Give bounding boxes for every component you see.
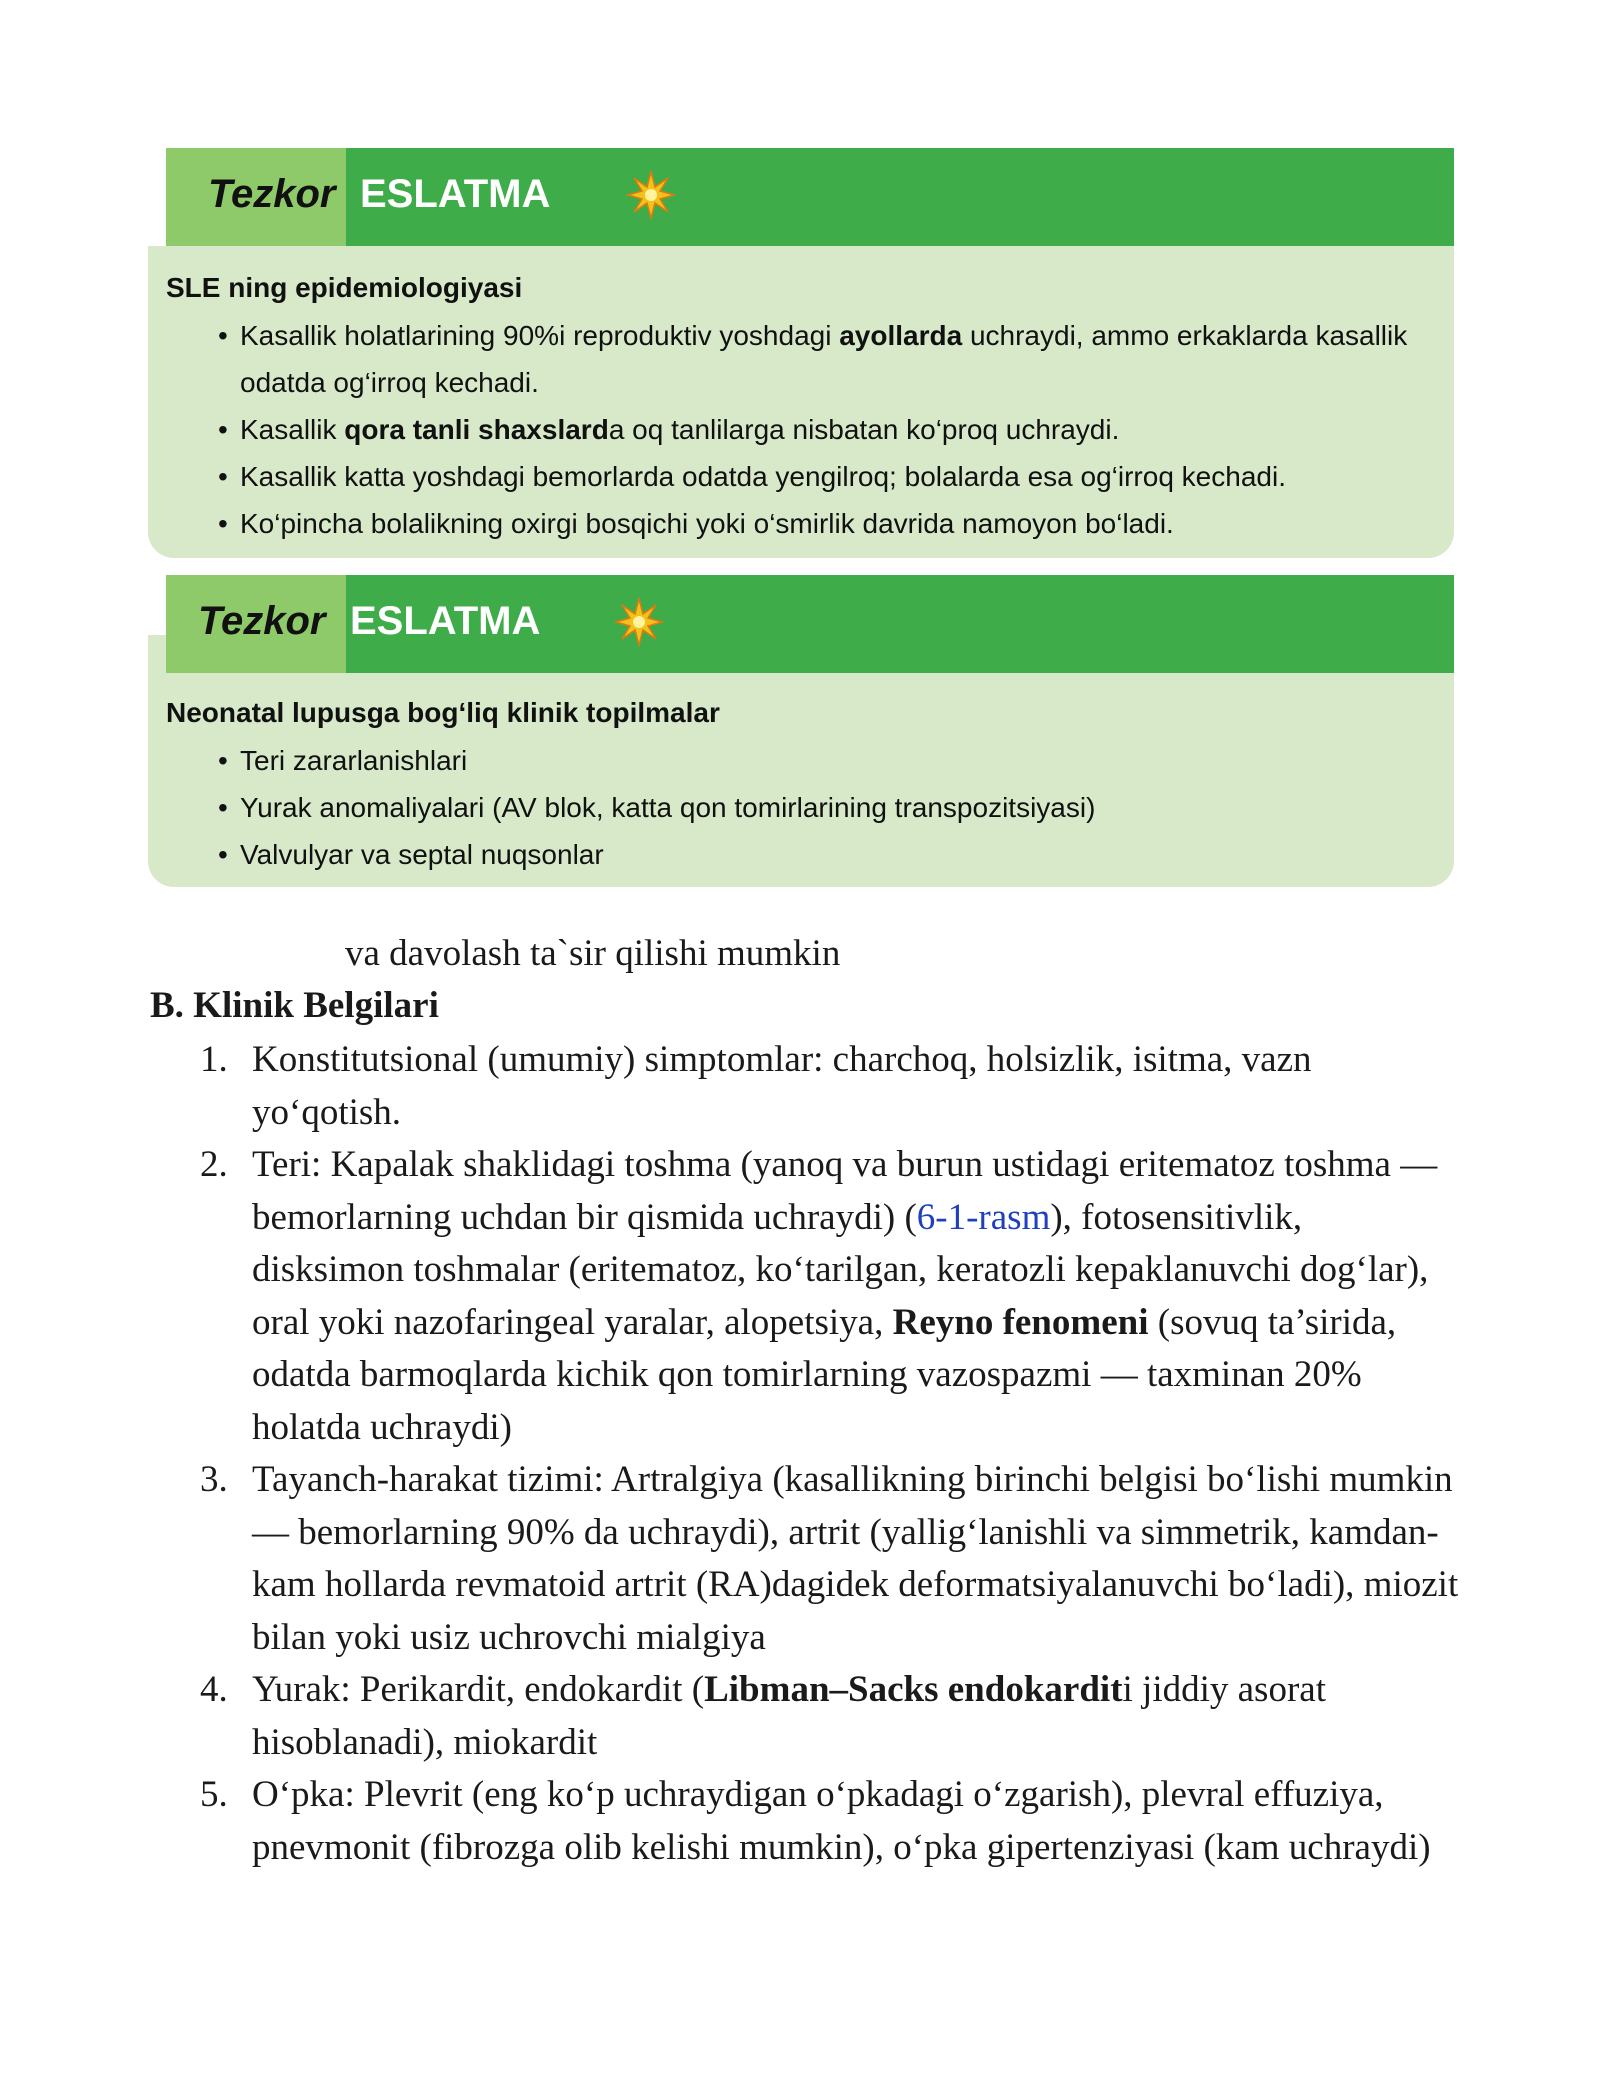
item-number: 2.	[200, 1144, 228, 1185]
note-bullet: • Ko‘pincha bolalikning oxirgi bosqichi yoki o‘smirlik davrida namoyon bo‘ladi.	[218, 500, 1434, 547]
item-number: 1.	[200, 1039, 228, 1080]
note-bullet: • Valvulyar va septal nuqsonlar	[218, 831, 1434, 878]
note-bullet: • Kasallik katta yoshdagi bemorlarda odatda yengilroq; bolalarda esa og‘irroq kechadi.	[218, 453, 1434, 500]
quick-note-box-epidemiology	[148, 148, 1454, 558]
item-text: Konstitutsional (umumiy) simptomlar: charchoq, holsizlik, isitma, vazn yo‘qotish.	[252, 1039, 1312, 1133]
quick-note-box-neonatal-lupus	[148, 575, 1454, 887]
note-heading: Neonatal lupusga bog‘liq klinik topilmalar	[166, 697, 720, 728]
note-banner	[166, 575, 1454, 673]
note-banner	[166, 148, 1454, 246]
note-title-eslatma: ESLATMA	[360, 172, 551, 216]
item-number: 5.	[200, 1774, 228, 1815]
note-title-tezkor: Tezkor	[198, 599, 326, 643]
list-item: 4. Yurak: Perikardit, endokardit (Libman–Sacks endokarditi jiddiy asorat hisoblanadi), miokardit	[200, 1664, 1460, 1769]
note-title-eslatma: ESLATMA	[350, 599, 541, 643]
list-item	[200, 1769, 1460, 1874]
note-bullet: • Kasallik holatlarining 90%i reproduktiv yoshdagi ayollarda uchraydi, ammo erkaklarda kasallik odatda og‘irroq kechadi.	[218, 312, 1434, 406]
note-bullet-list	[218, 312, 1434, 547]
item-text: Tayanch-harakat tizimi: Artralgiya (kasallikning birinchi belgisi bo‘lishi mumkin — bemorlarning 90% da uchraydi), artrit (yallig‘lanishli va simmetrik, kamdan-kam hollarda revmatoid artrit (RA)dagidek deformatsiyalanuvchi bo‘ladi), miozit bilan yoki usiz uchrovchi mialgiya	[252, 1459, 1459, 1658]
list-item: 2. Teri: Kapalak shaklidagi toshma (yanoq va burun ustidagi eritematoz toshma — bemorlarning uchdan bir qismida uchraydi) (6-1-rasm), fotosensitivlik, disksimon toshmalar (eritematoz, ko‘tarilgan, keratozli kepaklanuvchi dog‘lar), oral yoki nazofaringeal yaralar, alopetsiya, Reyno fenomeni (sovuq ta’sirida, odatda barmoqlarda kichik qon tomirlarning vazospazmi — taxminan 20% holatda uchraydi)	[200, 1139, 1460, 1454]
clinical-signs-list	[200, 1034, 1460, 1874]
note-bullet: • Kasallik qora tanli shaxslarda oq tanlilarga nisbatan ko‘proq uchraydi.	[218, 406, 1434, 453]
note-bullet: • Yurak anomaliyalari (AV blok, katta qon tomirlarining transpozitsiyasi)	[218, 784, 1434, 831]
section-title: B. Klinik Belgilari	[150, 985, 439, 1026]
list-item	[200, 1454, 1460, 1664]
continued-line: va davolash ta`sir qilishi mumkin	[345, 933, 841, 974]
item-text: O‘pka: Plevrit (eng ko‘p uchraydigan o‘pkadagi o‘zgarish), plevral effuziya, pnevmonit (fibrozga olib kelishi mumkin), o‘pka gipertenziyasi (kam uchraydi)	[252, 1774, 1431, 1868]
item-number: 4.	[200, 1669, 228, 1710]
list-item	[200, 1034, 1460, 1139]
starburst-icon	[614, 597, 664, 647]
item-number: 3.	[200, 1459, 228, 1500]
note-bullet: • Teri zararlanishlari	[218, 737, 1434, 784]
note-bullet-list	[218, 737, 1434, 878]
note-title-tezkor: Tezkor	[208, 172, 336, 216]
note-heading: SLE ning epidemiologiyasi	[166, 272, 523, 303]
starburst-icon	[626, 170, 676, 220]
figure-link[interactable]: 6-1-rasm	[916, 1196, 1051, 1238]
